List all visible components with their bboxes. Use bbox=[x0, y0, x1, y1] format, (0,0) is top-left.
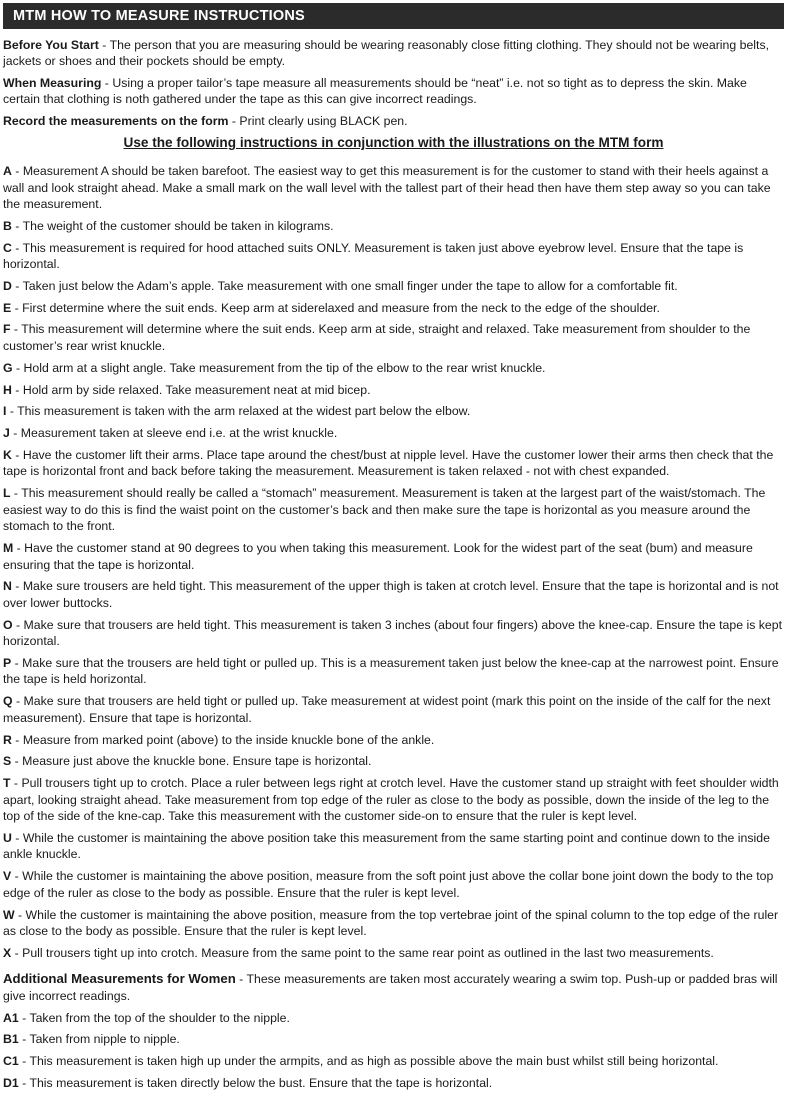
measurement-text: - Measurement taken at sleeve end i.e. at the wrist knuckle. bbox=[9, 426, 338, 441]
measurement-key: Q bbox=[3, 694, 13, 709]
intro-paragraph bbox=[3, 37, 784, 69]
measurement-key: P bbox=[3, 655, 12, 670]
measurement-text: - Measure from marked point (above) to the inside knuckle bone of the ankle. bbox=[11, 732, 435, 747]
measurement-item-h bbox=[3, 382, 784, 399]
intro-label: Before You Start bbox=[3, 38, 99, 52]
measurement-key: A bbox=[3, 164, 12, 178]
measurement-text: - Hold arm by side relaxed. Take measurement neat at mid bicep. bbox=[11, 382, 371, 397]
measurement-text: - Make sure that the trousers are held tight or pulled up. This is a measurement taken just below the knee-cap at the narrowest point. Ensure the tape is held horizontal. bbox=[3, 655, 779, 687]
measurement-key: W bbox=[3, 907, 15, 922]
measurement-key: G bbox=[3, 360, 13, 375]
measurement-item-t bbox=[3, 775, 784, 825]
intro-text: - Using a proper tailor’s tape measure all measurements should be “neat” i.e. not so tight as to depress the skin. Make certain that clothing is noth gathered under the tape as this can give incorrect readings. bbox=[3, 76, 747, 106]
section-subheading: Use the following instructions in conjunction with the illustrations on the MTM form bbox=[123, 135, 664, 150]
page-title: MTM HOW TO MEASURE INSTRUCTIONS bbox=[3, 3, 784, 29]
measurement-key: V bbox=[3, 869, 12, 884]
measurement-item-e bbox=[3, 300, 784, 317]
instructions-page bbox=[3, 3, 784, 1097]
measurement-text: - This measurement should really be called a “stomach” measurement. Measurement is taken at the largest part of the waist/stomach. The easiest way to do this is find the waist point on the customer’s back and then make sure the tape is horizontal as you measure around the stomach to the front. bbox=[3, 486, 766, 534]
measurement-text: - Have the customer stand at 90 degrees to you when taking this measurement. Look for the widest part of the seat (bum) and measure ensuring that the tape is horizontal. bbox=[3, 541, 753, 572]
measurement-list bbox=[3, 163, 784, 961]
measurement-item-m bbox=[3, 540, 784, 573]
measurement-item-k bbox=[3, 447, 784, 480]
measurement-key: L bbox=[3, 486, 11, 501]
measurement-item-r bbox=[3, 732, 784, 749]
measurement-text: - The weight of the customer should be taken in kilograms. bbox=[11, 218, 334, 233]
measurement-key: S bbox=[3, 754, 12, 769]
measurement-text: - This measurement will determine where the suit ends. Keep arm at side, straight and relaxed. Take measurement from shoulder to the customer’s rear wrist knuckle. bbox=[3, 322, 751, 353]
measurement-item-u bbox=[3, 830, 784, 863]
measurement-key: C bbox=[3, 240, 12, 255]
measurement-key: H bbox=[3, 382, 12, 397]
measurement-item-j bbox=[3, 425, 784, 442]
measurement-key: F bbox=[3, 322, 11, 337]
additional-lead bbox=[3, 971, 784, 1004]
measurement-key: C1 bbox=[3, 1054, 19, 1069]
measurement-text: - This measurement is taken directly below the bust. Ensure that the tape is horizontal. bbox=[18, 1076, 493, 1091]
intro-paragraph bbox=[3, 113, 784, 129]
measurement-key: I bbox=[3, 404, 7, 419]
intro-text: - Print clearly using BLACK pen. bbox=[228, 114, 408, 128]
measurement-key: R bbox=[3, 732, 12, 747]
measurement-key: N bbox=[3, 579, 12, 594]
measurement-text: - Taken just below the Adam’s apple. Take measurement with one small finger under the tape to allow for a comfortable fit. bbox=[11, 278, 678, 293]
measurement-text: - Pull trousers tight up to crotch. Place a ruler between legs right at crotch level. Have the customer stand up straight with feet shoulder width apart, looking straight ahead. Take measurement from top edge of the ruler as close to the body as possible, down the inside of the leg to the top of the side of the kne-cap. Take this measurement with the customer side-on to ensure that the ruler is kept level. bbox=[3, 776, 779, 824]
measurement-item-q bbox=[3, 693, 784, 726]
measurement-key: A1 bbox=[3, 1010, 19, 1025]
measurement-text: - Taken from nipple to nipple. bbox=[18, 1032, 180, 1047]
additional-measurement-list bbox=[3, 1010, 784, 1092]
measurement-item-w bbox=[3, 907, 784, 940]
measurement-item-a1 bbox=[3, 1010, 784, 1027]
measurement-key: M bbox=[3, 541, 14, 556]
intro-label: When Measuring bbox=[3, 76, 102, 90]
measurement-text: - Make sure trousers are held tight. This measurement of the upper thigh is taken at crotch level. Ensure that the tape is horizontal and is not over lower buttocks. bbox=[3, 579, 779, 610]
measurement-text: - While the customer is maintaining the above position, measure from the soft point just above the collar bone joint down the body to the top edge of the ruler as close to the body as possible. Ensure that the ruler is kept level. bbox=[3, 869, 774, 900]
measurement-key: D bbox=[3, 278, 12, 293]
measurement-text: - Measurement A should be taken barefoot. The easiest way to get this measurement is for the customer to stand with their heels against a wall and look straight ahead. Make a small mark on the wall level with the tallest part of their head then have them step away so you can take the measurement. bbox=[3, 164, 771, 211]
measurement-item-i bbox=[3, 403, 784, 420]
measurement-item-v bbox=[3, 868, 784, 901]
measurement-item-n bbox=[3, 578, 784, 611]
measurement-item-b1 bbox=[3, 1031, 784, 1048]
measurement-text: - Have the customer lift their arms. Place tape around the chest/bust at nipple level. Have the customer lower their arms then check that the tape is horizontal front and back before taking the measurement. Measurement is taken relaxed - not with chest expanded. bbox=[3, 447, 774, 479]
measurement-item-g bbox=[3, 360, 784, 377]
measurement-text: - While the customer is maintaining the above position take this measurement from the same starting point and continue down to the inside ankle knuckle. bbox=[3, 830, 770, 862]
measurement-item-p bbox=[3, 655, 784, 688]
intro-paragraph bbox=[3, 75, 784, 107]
measurement-text: - Make sure that trousers are held tight or pulled up. Take measurement at widest point (mark this point on the inside of the calf for the next measurement). Ensure that tape is horizontal. bbox=[3, 694, 771, 725]
measurement-item-b bbox=[3, 218, 784, 235]
intro-text: - The person that you are measuring should be wearing reasonably close fitting clothing. They should not be wearing belts, jackets or shoes and their pockets should be empty. bbox=[3, 38, 770, 68]
measurement-item-l bbox=[3, 485, 784, 535]
measurement-item-o bbox=[3, 617, 784, 650]
measurement-key: D1 bbox=[3, 1076, 19, 1091]
measurement-text: - While the customer is maintaining the above position, measure from the top vertebrae joint of the spinal column to the top edge of the ruler as close to the body as possible. Ensure that the ruler is kept level. bbox=[3, 907, 779, 939]
measurement-text: - Hold arm at a slight angle. Take measurement from the tip of the elbow to the rear wrist knuckle. bbox=[12, 360, 546, 375]
measurement-item-d1 bbox=[3, 1075, 784, 1092]
additional-text: - These measurements are taken most accurately wearing a swim top. Push-up or padded bras will give incorrect readings. bbox=[3, 972, 778, 1003]
measurement-item-f bbox=[3, 321, 784, 354]
additional-label: Additional Measurements for Women bbox=[3, 971, 236, 987]
measurement-text: - This measurement is taken with the arm relaxed at the widest part below the elbow. bbox=[6, 404, 471, 419]
measurement-key: K bbox=[3, 447, 12, 462]
measurement-key: B bbox=[3, 218, 12, 233]
intro-label: Record the measurements on the form bbox=[3, 114, 229, 128]
measurement-item-d bbox=[3, 278, 784, 295]
measurement-text: - Make sure that trousers are held tight. This measurement is taken 3 inches (about four fingers) above the knee-cap. Ensure the tape is kept horizontal. bbox=[3, 617, 782, 649]
measurement-item-s bbox=[3, 753, 784, 770]
additional-women-section bbox=[3, 971, 784, 1091]
measurement-key: J bbox=[3, 426, 10, 441]
measurement-key: X bbox=[3, 945, 12, 960]
measurement-key: O bbox=[3, 617, 13, 632]
measurement-text: - Taken from the top of the shoulder to the nipple. bbox=[18, 1010, 290, 1025]
measurement-text: - This measurement is required for hood attached suits ONLY. Measurement is taken just above eyebrow level. Ensure that the tape is horizontal. bbox=[3, 240, 744, 272]
measurement-item-c1 bbox=[3, 1053, 784, 1070]
measurement-key: T bbox=[3, 776, 11, 791]
measurement-item-c bbox=[3, 240, 784, 273]
measurement-key: B1 bbox=[3, 1032, 19, 1047]
measurement-item-a bbox=[3, 163, 784, 213]
measurement-text: - Measure just above the knuckle bone. Ensure tape is horizontal. bbox=[11, 754, 372, 769]
measurement-text: - Pull trousers tight up into crotch. Measure from the same point to the same rear point as outlined in the last two measurements. bbox=[11, 945, 714, 960]
intro-section bbox=[3, 37, 784, 129]
measurement-key: E bbox=[3, 300, 12, 315]
measurement-key: U bbox=[3, 830, 12, 845]
measurement-text: - First determine where the suit ends. Keep arm at siderelaxed and measure from the neck to the edge of the shoulder. bbox=[11, 300, 660, 315]
measurement-text: - This measurement is taken high up under the armpits, and as high as possible above the main bust whilst still being horizontal. bbox=[18, 1054, 719, 1069]
measurement-item-x bbox=[3, 945, 784, 962]
